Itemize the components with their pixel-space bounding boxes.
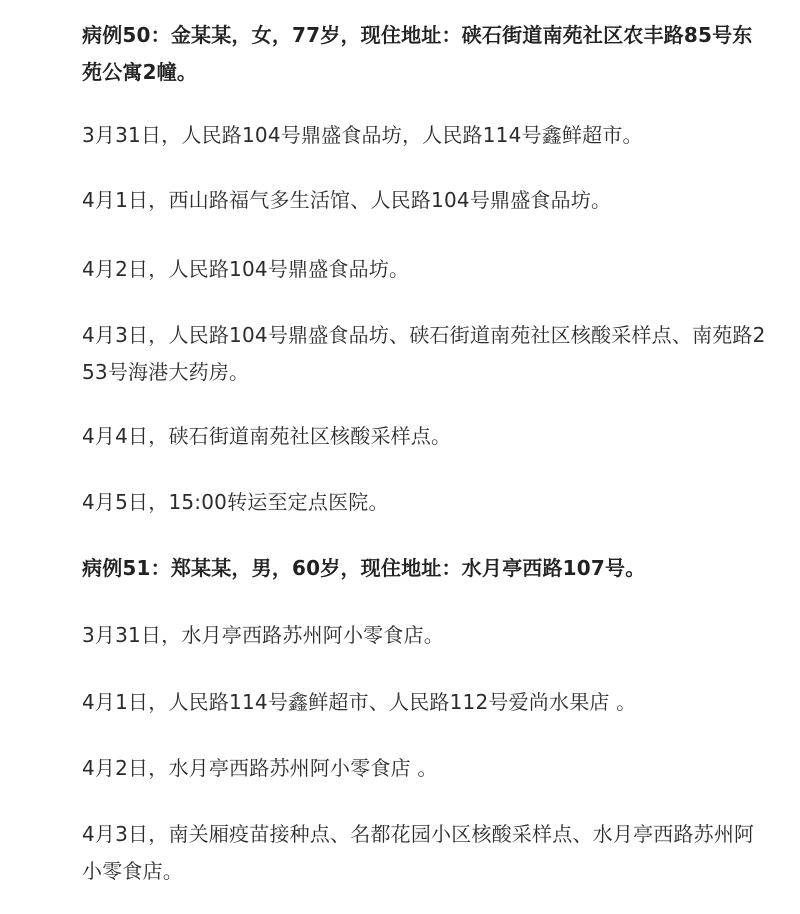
case-51-entry-0401: 4月1日，人民路114号鑫鲜超市、人民路112号爱尚水果店 。 [82, 690, 637, 714]
case-51-entry-0402: 4月2日，水月亭西路苏州阿小零食店 。 [82, 756, 438, 780]
case-50-heading: 病例50：金某某，女，77岁，现住地址：硖石街道南苑社区农丰路85号东苑公寓2幢。 [82, 23, 753, 84]
case-50-entry-0401: 4月1日，西山路福气多生活馆、人民路104号鼎盛食品坊。 [82, 188, 612, 212]
case-50-entry-0404: 4月4日，硖石街道南苑社区核酸采样点。 [82, 424, 452, 448]
case-50-entry-0402: 4月2日，人民路104号鼎盛食品坊。 [82, 257, 410, 281]
case-51-entry-0403: 4月3日，南关厢疫苗接种点、名都花园小区核酸采样点、水月亭西路苏州阿小零食店。 [82, 822, 755, 883]
case-51-entry-0331: 3月31日，水月亭西路苏州阿小零食店。 [82, 623, 444, 647]
case-51-heading: 病例51：郑某某，男，60岁，现住地址：水月亭西路107号。 [82, 556, 646, 580]
case-50-entry-0403: 4月3日，人民路104号鼎盛食品坊、硖石街道南苑社区核酸采样点、南苑路253号海港大药房。 [82, 323, 766, 384]
case-50-entry-0405: 4月5日，15:00转运至定点医院。 [82, 490, 389, 514]
case-50-entry-0331: 3月31日，人民路104号鼎盛食品坊，人民路114号鑫鲜超市。 [82, 123, 643, 147]
